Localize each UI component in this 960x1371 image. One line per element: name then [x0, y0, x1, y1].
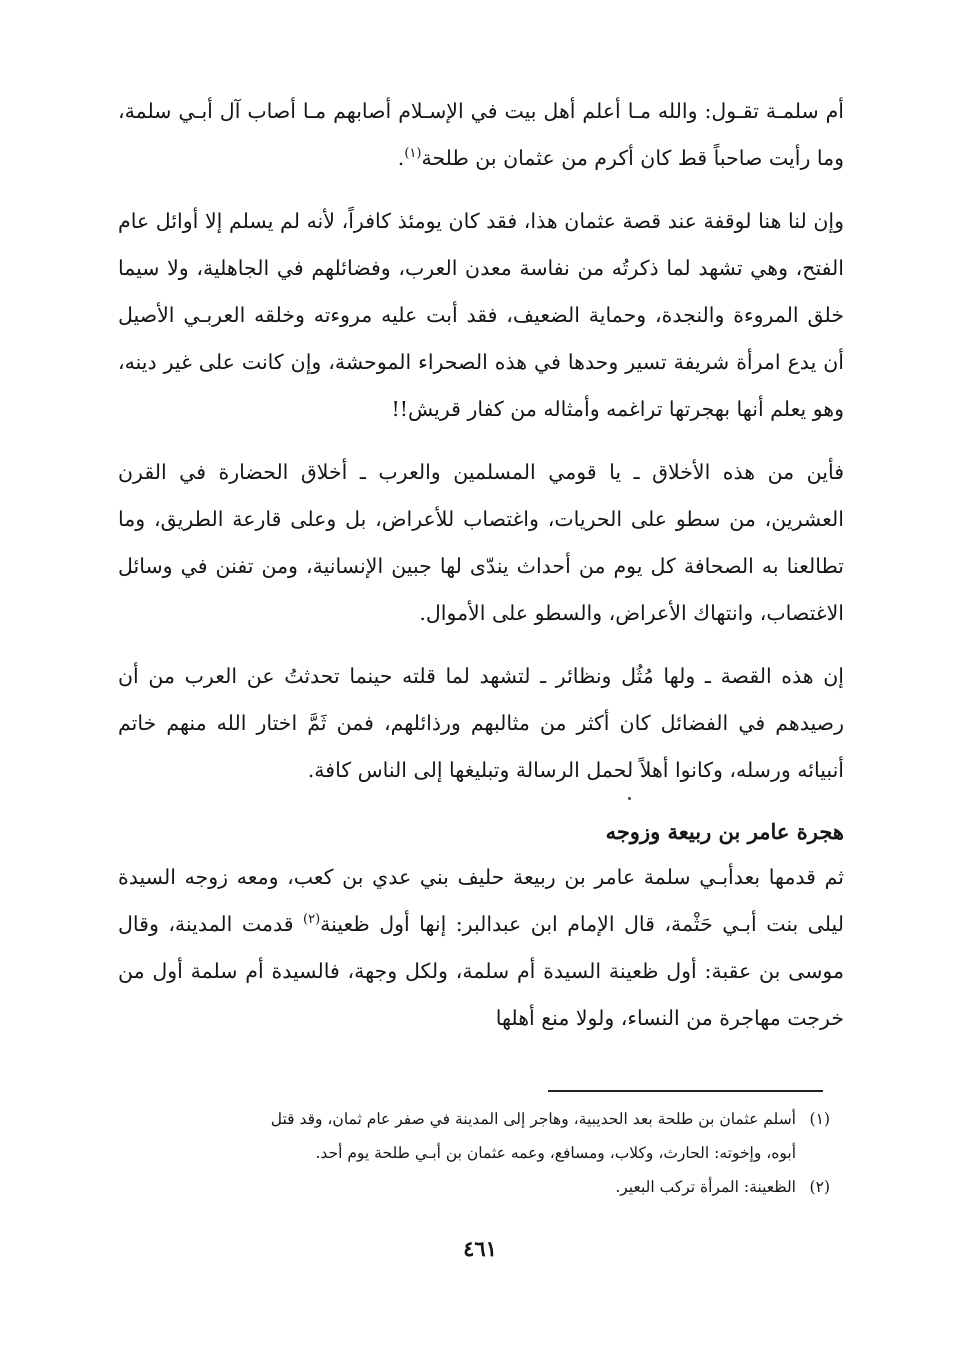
- footnote-1: [130, 1102, 830, 1136]
- footnote-ref-2[interactable]: (٢): [303, 912, 321, 928]
- paragraph-end: .: [397, 146, 405, 170]
- footnote-1-continuation: أبوه، وإخوته: الحارث، وكلاب، ومسافع، وعمه عثمان بن أبـي طلحة يوم أحد.: [315, 1144, 796, 1162]
- footnote-ref-1[interactable]: (١): [404, 146, 422, 162]
- footnote-1-number: (١): [809, 1110, 830, 1128]
- paragraph-modern-civilization: فأين من هذه الأخلاق ـ يا قومي المسلمين والعرب ـ أخلاق الحضارة في القرن العشرين، من سطو على الحريات، واغتصاب للأعراض، بل وعلى قارعة الطريق، وما تطالعنا به الصحافة كل يوم من أحداث يندّى لها جبين الإنسانية، ومن تفنن في وسائل الاغتصاب، وانتهاك الأعراض، والسطو على الأموال.: [118, 460, 844, 625]
- paragraph-text-a: ثم قدمها بعدأبـي سلمة عامر بن ربيعة حليف بني عدي بن كعب، ومعه زوجه السيدة ليلى بنت أبـي حَثْمة، قال الإمام ابن عبدالبر: إنها أول ظعينة: [118, 865, 844, 936]
- footnotes: [130, 1102, 830, 1204]
- section-heading: هجرة عامر بن ربيعة وزوجه: [605, 819, 844, 844]
- scan-speck: [628, 797, 631, 800]
- footnote-2: [130, 1170, 830, 1204]
- main-text: [118, 88, 844, 1058]
- paragraph-umm-salama-quote: [118, 88, 844, 182]
- footnote-1-text: أسلم عثمان بن طلحة بعد الحديبية، وهاجر إلى المدينة في صفر عام ثمان، وقد قتل: [270, 1110, 796, 1128]
- paragraph-uthman-story: وإن لنا هنا لوقفة عند قصة عثمان هذا، فقد كان يومئذ كافراً، لأنه لم يسلم إلا أوائل عام الفتح، وهي تشهد لما ذكرتُه من نفاسة معدن العرب، وفضائلهم في الجاهلية، ولا سيما خلق المروءة والنجدة، وحماية الضعيف، فقد أبت عليه مروءته وخلقه العربـي الأصيل أن يدع امرأة شريفة تسير وحدها في هذه الصحراء الموحشة، وإن كانت على غير دينه، وهو يعلم أنها بهجرتها تراغمه وأمثاله من كفار قريش!!: [118, 209, 844, 421]
- paragraph-amir-migration: [118, 854, 844, 1042]
- page-number: ٤٦١: [463, 1236, 497, 1261]
- paragraph-text-b: قدمت المدينة، وقال موسى بن عقبة: أول ظعينة السيدة أم سلمة، ولكل وجهة، فالسيدة أم سلمة أول من خرجت مهاجرة من النساء، ولولا منع أهلها: [118, 912, 844, 1030]
- footnote-2-text: الظعينة: المرأة تركب البعير.: [615, 1178, 796, 1196]
- paragraph-arab-virtues: إن هذه القصة ـ ولها مُثُل ونظائر ـ لتشهد لما قلته حينما تحدثتُ عن العرب من أن رصيدهم في الفضائل كان أكثر من مثالبهم ورذائلهم، فمن ثَمَّ اختار الله منهم خاتم أنبيائه ورسله، وكانوا أهلاً لحمل الرسالة وتبليغها إلى الناس كافة.: [118, 664, 844, 782]
- footnote-divider: [548, 1090, 823, 1092]
- paragraph-text: أم سلمـة تقـول: والله مـا أعلم أهل بيت في الإسـلام أصابهم مـا أصاب آل أبـي سلمة، وما رأيت صاحباً قط كان أكرم من عثمان بن طلحة: [118, 99, 844, 170]
- footnote-2-number: (٢): [809, 1178, 830, 1196]
